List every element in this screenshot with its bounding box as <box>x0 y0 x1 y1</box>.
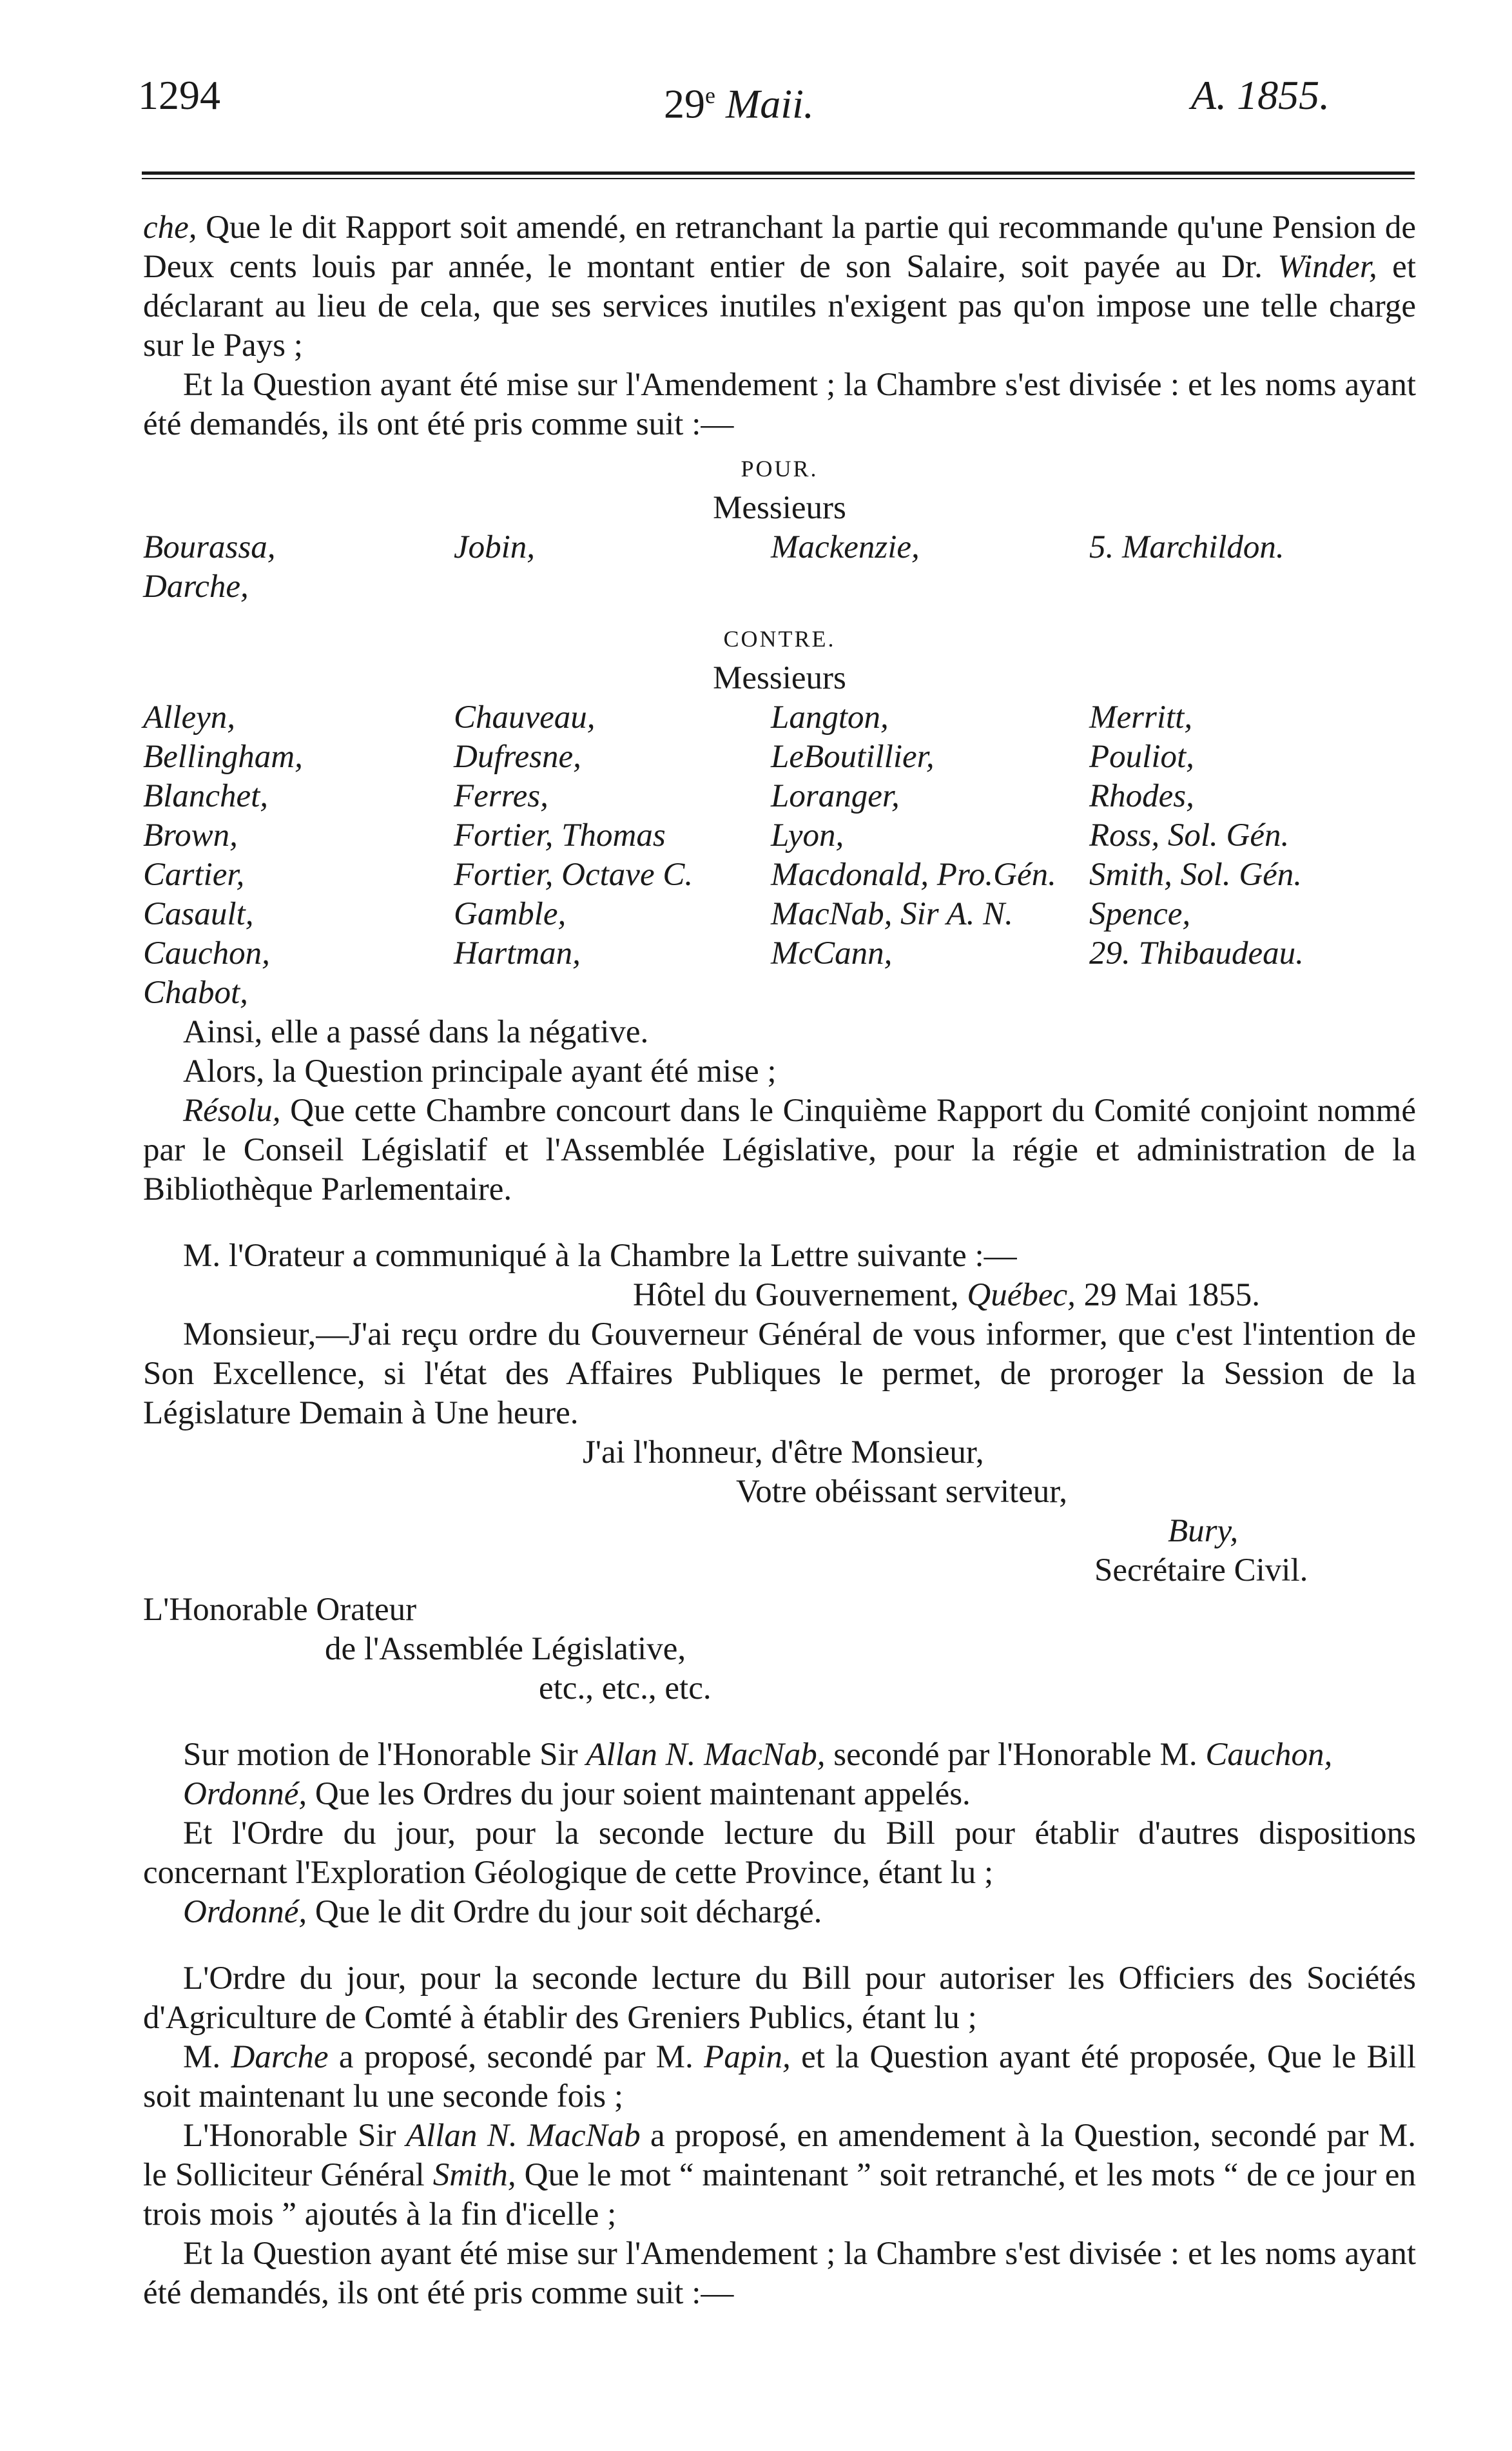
header-rule-top <box>142 171 1415 175</box>
division-paragraph: Et la Question ayant été mise sur l'Amendement ; la Chambre s'est divisée : et les noms ayant été demandés, ils ont été pris comme suit :— <box>143 367 1416 442</box>
letter-intro: M. l'Orateur a communiqué à la Chambre la Lettre suivante :— <box>183 1238 1017 1274</box>
ordonne-1: Ordonné, Que les Ordres du jour soient maintenant appelés. <box>183 1776 971 1812</box>
resolution-paragraph: Résolu, Que cette Chambre concourt dans le Cinquième Rapport du Comité conjoint nommé par le Conseil Législatif et l'Assemblée Législative, pour la régie et administration de la Bibliothèque Parlementaire. <box>143 1093 1416 1207</box>
vote-name <box>1089 567 1416 607</box>
letter-place-date: Hôtel du Gouvernement, Québec, 29 Mai 1855. <box>633 1277 1261 1313</box>
messieurs-label: Messieurs <box>713 490 846 526</box>
vote-name: Chabot, <box>143 975 248 1011</box>
darche-proposal: M. Darche a proposé, secondé par M. Papin, et la Question ayant été proposée, Que le Bill soit maintenant lu une seconde fois ; <box>143 2039 1416 2114</box>
vote-name: Cartier, <box>143 857 245 893</box>
header-rule-bottom <box>142 178 1415 179</box>
vote-name <box>1089 973 1416 1013</box>
vote-name: Alleyn, <box>143 699 236 736</box>
vote-name: Bellingham, <box>143 739 303 775</box>
vote-name: Loranger, <box>771 778 900 814</box>
division-paragraph-2: Et la Question ayant été mise sur l'Amendement ; la Chambre s'est divisée : et les noms ayant été demandés, ils ont été pris comme suit :— <box>143 2236 1416 2311</box>
vote-name: Bourassa, <box>143 529 276 565</box>
vote-name: Rhodes, <box>1089 778 1194 814</box>
ordre-du-jour-paragraph: Et l'Ordre du jour, pour la seconde lecture du Bill pour établir d'autres dispositions concernant l'Exploration Géologique de cette Province, étant lu ; <box>143 1815 1416 1891</box>
page-date: 29e Maii. <box>664 81 814 127</box>
letter-closing-1: J'ai l'honneur, d'être Monsieur, <box>583 1434 984 1470</box>
vote-name: Dufresne, <box>454 739 581 775</box>
vote-name: Blanchet, <box>143 778 269 814</box>
vote-name <box>771 567 1089 607</box>
letter-signature: Bury, <box>1168 1513 1239 1549</box>
bill-paragraph: L'Ordre du jour, pour la seconde lecture du Bill pour autoriser les Officiers des Sociétés d'Agriculture de Comté à établir des Greniers Publics, étant lu ; <box>143 1960 1416 2036</box>
ordonne-2: Ordonné, Que le dit Ordre du jour soit déchargé. <box>183 1894 822 1930</box>
vote-name: Chauveau, <box>454 699 596 736</box>
negative-line: Ainsi, elle a passé dans la négative. <box>183 1014 649 1050</box>
vote-name <box>771 973 1089 1013</box>
macnab-amendment: L'Honorable Sir Allan N. MacNab a proposé, en amendement à la Question, secondé par M. le Solliciteur Général Smith, Que le mot “ maintenant ” soit retranché, et les mots “ de ce jour en trois mois ” ajoutés à la fin d'icelle ; <box>143 2118 1416 2232</box>
vote-name <box>454 567 771 607</box>
vote-name: Langton, <box>771 699 889 736</box>
vote-name: MacNab, Sir A. N. <box>771 896 1013 932</box>
contre-names <box>143 698 1416 1013</box>
pour-names <box>143 528 1416 607</box>
page-year: A. 1855. <box>1191 72 1330 118</box>
vote-name: Smith, Sol. Gén. <box>1089 857 1303 893</box>
vote-name: Lyon, <box>771 817 844 854</box>
letter-signatory-title: Secrétaire Civil. <box>1094 1552 1308 1588</box>
contre-label: CONTRE. <box>723 626 836 652</box>
vote-name: Fortier, Thomas <box>454 817 666 854</box>
vote-name: Merritt, <box>1089 699 1193 736</box>
letter-address-3: etc., etc., etc. <box>539 1670 712 1706</box>
vote-name: Brown, <box>143 817 238 854</box>
vote-name: Darche, <box>143 569 249 605</box>
page-body <box>143 208 1416 2313</box>
vote-name: Casault, <box>143 896 254 932</box>
amendment-paragraph: che, Que le dit Rapport soit amendé, en retranchant la partie qui recommande qu'une Pension de Deux cents louis par année, le montant entier de son Salaire, soit payée au Dr. Winder, et déclarant au lieu de cela, que ses services inutiles n'exigent pas qu'on impose une telle charge sur le Pays ; <box>143 210 1416 364</box>
vote-name: Cauchon, <box>143 935 270 972</box>
vote-name: Ross, Sol. Gén. <box>1089 817 1290 854</box>
vote-name <box>454 973 771 1013</box>
vote-name: Pouliot, <box>1089 739 1194 775</box>
vote-name: Gamble, <box>454 896 567 932</box>
vote-name: LeBoutillier, <box>771 739 935 775</box>
vote-name: 5. Marchildon. <box>1089 529 1284 565</box>
vote-name: Ferres, <box>454 778 548 814</box>
page-number: 1294 <box>138 72 220 118</box>
vote-name: Fortier, Octave C. <box>454 857 693 893</box>
letter-closing-2: Votre obéissant serviteur, <box>736 1474 1067 1510</box>
messieurs-label-2: Messieurs <box>713 660 846 696</box>
motion-paragraph: Sur motion de l'Honorable Sir Allan N. MacNab, secondé par l'Honorable M. Cauchon, <box>183 1737 1333 1773</box>
letter-body: Monsieur,—J'ai reçu ordre du Gouverneur Général de vous informer, que c'est l'intention de Son Excellence, si l'état des Affaires Publiques le permet, de proroger la Session de la Législature Demain à Une heure. <box>143 1316 1416 1431</box>
vote-name: 29. Thibaudeau. <box>1089 935 1304 972</box>
pour-label: POUR. <box>741 456 819 482</box>
vote-name: Spence, <box>1089 896 1191 932</box>
main-question-line: Alors, la Question principale ayant été mise ; <box>183 1053 777 1089</box>
vote-name: Hartman, <box>454 935 581 972</box>
letter-address-1: L'Honorable Orateur <box>143 1592 417 1628</box>
vote-name: Mackenzie, <box>771 529 920 565</box>
letter-address-2: de l'Assemblée Législative, <box>325 1631 686 1667</box>
vote-name: Jobin, <box>454 529 536 565</box>
vote-name: Macdonald, Pro.Gén. <box>771 857 1056 893</box>
vote-name: McCann, <box>771 935 893 972</box>
